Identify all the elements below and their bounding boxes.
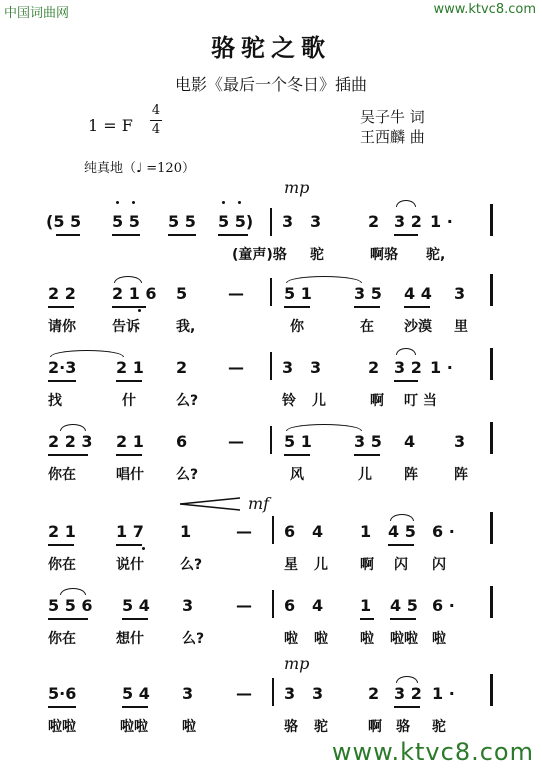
- lyric: 在: [360, 319, 374, 335]
- underline: [360, 618, 374, 620]
- note: 5 4: [122, 684, 150, 703]
- bar-line: [270, 208, 272, 236]
- note: 5 4: [122, 596, 150, 615]
- slur: [60, 424, 86, 431]
- high-dot: [222, 201, 225, 204]
- note: 3: [182, 596, 194, 615]
- lyric: 告诉: [112, 319, 140, 335]
- dynamic-mf: mf: [248, 494, 270, 513]
- note: 4 5: [388, 522, 416, 541]
- underline: [116, 544, 142, 546]
- underline: [122, 706, 148, 708]
- underline: [168, 234, 196, 236]
- underline: [122, 618, 148, 620]
- note: 4: [404, 432, 416, 451]
- bar-line: [270, 352, 272, 380]
- slur: [396, 348, 416, 355]
- lyric: 你在: [48, 467, 76, 483]
- note: (5 5: [46, 212, 82, 231]
- note: 5 1: [284, 284, 312, 303]
- note: 2 2: [48, 284, 76, 303]
- underline: [48, 380, 76, 382]
- underline: [354, 454, 380, 456]
- underline: [48, 618, 88, 620]
- note: 5 5: [112, 212, 140, 231]
- crescendo-hairpin: [180, 496, 242, 512]
- note: 5·6: [48, 684, 77, 703]
- lyric: 驼,: [426, 247, 446, 263]
- underline: [388, 544, 414, 546]
- dynamic-mp-1: mp: [284, 178, 310, 197]
- note: 3: [182, 684, 194, 703]
- lyric: 儿: [312, 393, 326, 409]
- lyric: 骆: [284, 719, 298, 735]
- note: 3 5: [354, 284, 382, 303]
- bar-line: [490, 274, 493, 306]
- underline: [394, 380, 418, 382]
- underline: [116, 454, 142, 456]
- underline: [48, 454, 88, 456]
- underline: [284, 306, 310, 308]
- note: 3: [454, 432, 466, 451]
- lyric: 闪: [394, 557, 408, 573]
- meter-divider: [150, 120, 162, 121]
- note: 3: [310, 212, 322, 231]
- dynamic-mp-2: mp: [284, 654, 310, 673]
- underline: [56, 234, 80, 236]
- note: 2 1 6: [112, 284, 157, 303]
- note: 3: [284, 684, 296, 703]
- lyric: 驼: [310, 247, 324, 263]
- bar-line: [490, 348, 493, 380]
- lyric: 铃: [282, 393, 296, 409]
- time-signature: [150, 104, 162, 137]
- note: 3: [312, 684, 324, 703]
- lyric: 请你: [48, 319, 76, 335]
- note: 1: [360, 596, 372, 615]
- note: 2: [368, 212, 380, 231]
- bar-line: [272, 516, 274, 544]
- meter-bottom: 4: [151, 122, 161, 137]
- note: 1 ·: [430, 358, 453, 377]
- lyric: 说什: [116, 557, 144, 573]
- lyric: 你在: [48, 631, 76, 647]
- bar-line: [272, 590, 274, 618]
- lyric: 唱什: [116, 467, 144, 483]
- meter-top: 4: [151, 103, 161, 118]
- bar-line: [490, 674, 493, 706]
- lyric: 你: [290, 319, 304, 335]
- high-dot: [238, 201, 241, 204]
- bar-line: [490, 422, 493, 454]
- underline: [390, 618, 416, 620]
- watermark-site-url: www.ktvc8.com: [433, 2, 536, 17]
- underline: [116, 380, 142, 382]
- high-dot: [116, 201, 119, 204]
- bar-line: [490, 204, 493, 236]
- note: 1 ·: [430, 212, 453, 231]
- lyric: 么?: [182, 631, 205, 647]
- lyric: 么?: [176, 393, 199, 409]
- underline: [48, 306, 74, 308]
- underline: [394, 706, 420, 708]
- lyric: 骆: [396, 719, 410, 735]
- note: 5 1: [284, 432, 312, 451]
- note: 3: [282, 358, 294, 377]
- note: —: [236, 684, 252, 703]
- note: 6: [176, 432, 188, 451]
- note: 3: [310, 358, 322, 377]
- lyric: 阵: [454, 467, 468, 483]
- underline: [112, 306, 146, 308]
- underline: [284, 454, 310, 456]
- note: 2: [176, 358, 188, 377]
- note: 2: [368, 684, 380, 703]
- note: —: [236, 522, 252, 541]
- lyric: 驼: [314, 719, 328, 735]
- watermark-site-name: 中国词曲网: [4, 6, 70, 21]
- underline: [48, 706, 76, 708]
- watermark-bottom-url: www.ktvc8.com: [331, 738, 534, 766]
- note: 4 5: [390, 596, 418, 615]
- key-signature: 1 = F: [88, 116, 133, 135]
- note: —: [228, 284, 244, 303]
- lyric: 啊: [368, 719, 382, 735]
- underline: [354, 306, 380, 308]
- note: 6: [284, 522, 296, 541]
- bar-line: [490, 512, 493, 544]
- slur: [396, 200, 416, 207]
- note: 4: [312, 596, 324, 615]
- lyric: 啊: [370, 393, 384, 409]
- note: 3: [282, 212, 294, 231]
- lyric: 找: [48, 393, 62, 409]
- note: 1 7: [116, 522, 144, 541]
- slur: [390, 514, 414, 521]
- lyric: 星: [284, 557, 298, 573]
- note: 3 2: [394, 212, 422, 231]
- slur: [50, 350, 124, 357]
- lyric: 叮 当: [404, 393, 437, 409]
- note: 6 ·: [432, 596, 455, 615]
- note: 5 5): [218, 212, 254, 231]
- note: —: [236, 596, 252, 615]
- lyric: 啦: [360, 631, 374, 647]
- note: 5 5: [168, 212, 196, 231]
- note: 3: [454, 284, 466, 303]
- tempo-marking: 纯真地（♩ =120）: [84, 161, 195, 176]
- lyric: 啦啦: [120, 719, 148, 735]
- slur: [286, 424, 362, 431]
- lyric: 阵: [404, 467, 418, 483]
- song-title: 骆驼之歌: [211, 34, 331, 62]
- song-subtitle: 电影《最后一个冬日》插曲: [174, 75, 367, 94]
- note: 4 4: [404, 284, 432, 303]
- slur: [396, 676, 418, 683]
- note: 2 1: [116, 358, 144, 377]
- lyric: 啦啦: [48, 719, 76, 735]
- lyric: 么?: [176, 467, 199, 483]
- lyric: 驼: [432, 719, 446, 735]
- note: 2 2 3: [48, 432, 93, 451]
- note: 3 2: [394, 684, 422, 703]
- lyric: 么?: [180, 557, 203, 573]
- slur: [286, 276, 362, 283]
- lyric: 啊: [360, 557, 374, 573]
- lyric: 想什: [116, 631, 144, 647]
- lyric: 闪: [432, 557, 446, 573]
- lyric: 你在: [48, 557, 76, 573]
- note: 1: [360, 522, 372, 541]
- note: —: [228, 432, 244, 451]
- composer-credit: 王西麟 曲: [360, 128, 425, 146]
- note: 2 1: [116, 432, 144, 451]
- bar-line: [272, 678, 274, 706]
- bar-line: [270, 426, 272, 454]
- note: 5 5 6: [48, 596, 93, 615]
- note: 1 ·: [432, 684, 455, 703]
- lyric: 啦: [432, 631, 446, 647]
- lyric: 儿: [314, 557, 328, 573]
- note: 1: [180, 522, 192, 541]
- note: 6 ·: [432, 522, 455, 541]
- note: 6: [284, 596, 296, 615]
- underline: [218, 234, 248, 236]
- lyric: 我,: [176, 319, 196, 335]
- note: 2 1: [48, 522, 76, 541]
- lyric: 啦啦: [390, 631, 418, 647]
- high-dot: [132, 201, 135, 204]
- note: 4: [312, 522, 324, 541]
- slur: [114, 276, 142, 283]
- note: 5: [176, 284, 188, 303]
- bar-line: [490, 586, 493, 618]
- low-dot: [138, 309, 141, 312]
- lyric: 里: [454, 319, 468, 335]
- lyricist-credit: 吴子牛 词: [360, 108, 425, 126]
- low-dot: [142, 547, 145, 550]
- underline: [404, 306, 430, 308]
- note: 3 5: [354, 432, 382, 451]
- note: 2: [368, 358, 380, 377]
- lyric: 沙漠: [404, 319, 432, 335]
- note: —: [228, 358, 244, 377]
- lyric: 啦: [182, 719, 196, 735]
- lyric: 风: [290, 467, 304, 483]
- lyric: 啊骆: [370, 247, 398, 263]
- bar-line: [270, 278, 272, 306]
- lyric: (童声)骆: [232, 247, 287, 263]
- lyric: 啦: [284, 631, 298, 647]
- underline: [48, 544, 74, 546]
- slur: [60, 588, 86, 595]
- underline: [394, 234, 418, 236]
- note: 2·3: [48, 358, 77, 377]
- underline: [112, 234, 140, 236]
- lyric: 儿: [358, 467, 372, 483]
- lyric: 什: [122, 393, 136, 409]
- lyric: 啦: [314, 631, 328, 647]
- note: 3 2: [394, 358, 422, 377]
